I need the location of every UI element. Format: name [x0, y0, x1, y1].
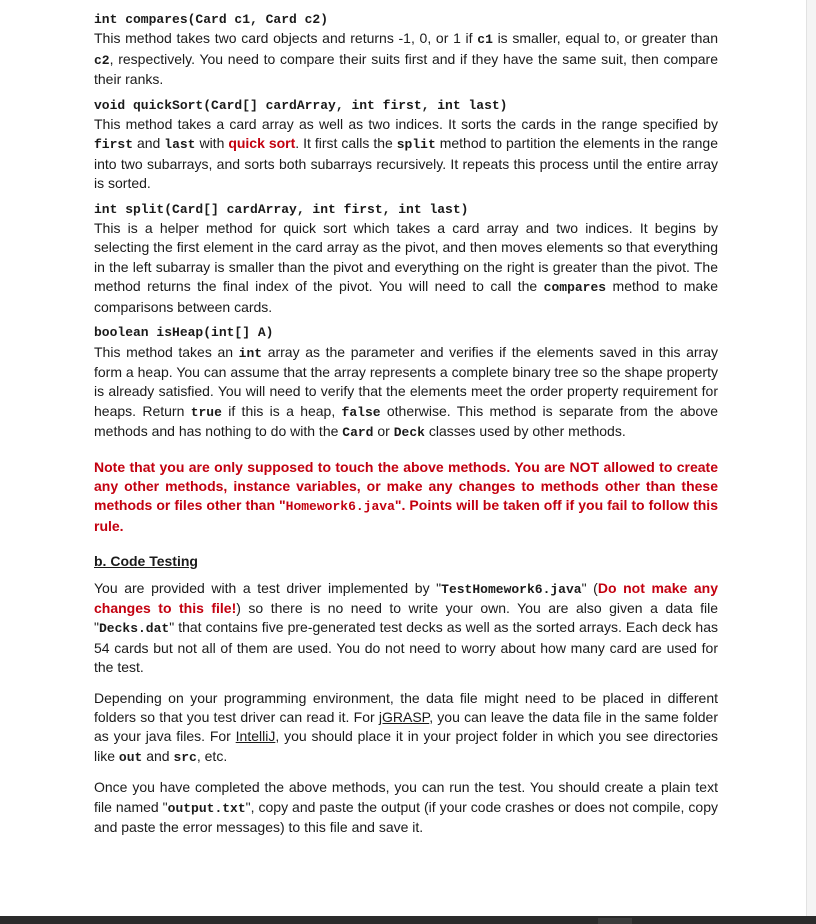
testing-paragraph-driver: You are provided with a test driver implemented by "TestHomework6.java" (Do not make any changes to this file!) so there is no need to write your own. You are also given a data file "Decks.dat" that contains five pre-generated test decks as well as the sorted arrays. Each deck has 54 cards but not all of them are used. You do not need to worry about how many card are used for the test. — [94, 579, 718, 676]
jgrasp-link[interactable]: jGRASP — [378, 709, 430, 725]
section-heading-code-testing: b. Code Testing — [94, 553, 198, 570]
warning-note: Note that you are only supposed to touch the above methods. You are NOT allowed to create any other methods, instance variables, or make any changes to methods other than these methods or files other than "Homework6.java". Points will be taken off if you fail to follow this rule. — [94, 458, 718, 534]
vertical-scrollbar[interactable] — [806, 0, 816, 916]
method-description-quicksort: This method takes a card array as well as two indices. It sorts the cards in the range specified by first and last with quick sort. It first calls the split method to partition the elements in the range into two subarrays, and sorts both subarrays recursively. It repeats this process until the entire array is sorted. — [94, 116, 719, 192]
document-content — [94, 10, 718, 837]
method-description-compares: This method takes two card objects and returns -1, 0, or 1 if c1 is smaller, equal to, or greater than c2, respectively. You need to compare their suits first and if they have the same suit, then compare their ranks. — [94, 30, 718, 88]
testing-paragraph-environment: Depending on your programming environment, the data file might need to be placed in different folders so that you test driver can read it. For jGRASP, you can leave the data file in the same folder as your java files. For IntelliJ, you should place it in your project folder in which you see directories like out and src, etc. — [94, 689, 719, 765]
method-description-isheap: This method takes an int array as the parameter and verifies if the elements saved in this array form a heap. You can assume that the array represents a complete binary tree so the shape property is already satisfied. You will need to verify that the elements meet the order property requirement for heaps. Return true if this is a heap, false otherwise. This method is separate from the above methods and has nothing to do with the Card or Deck classes used by other methods. — [94, 343, 718, 441]
intellij-link[interactable]: IntelliJ — [235, 728, 276, 745]
method-signature-quicksort: void quickSort(Card[] cardArray, int first, int last) — [94, 97, 508, 113]
method-signature-isheap: boolean isHeap(int[] A) — [94, 325, 274, 341]
method-signature-split: int split(Card[] cardArray, int first, int last) — [94, 201, 469, 217]
bottom-toolbar — [0, 916, 816, 924]
testing-paragraph-output: Once you have completed the above methods, you can run the test. You should create a plain text file named "output.txt", copy and paste the output (if your code crashes or does not compile, copy and paste the error messages) to this file and save it. — [94, 779, 718, 836]
method-description-split: This is a helper method for quick sort which takes a card array and two indices. It begins by selecting the first element in the card array as the pivot, and then moves elements so that everything in the left subarray is smaller than the pivot and everything on the right is greater than the pivot. The method returns the final index of the pivot. You will need to call the compares method to make comparisons between cards. — [94, 220, 719, 315]
toolbar-tab[interactable] — [598, 918, 632, 924]
method-signature-compares: int compares(Card c1, Card c2) — [94, 12, 329, 27]
